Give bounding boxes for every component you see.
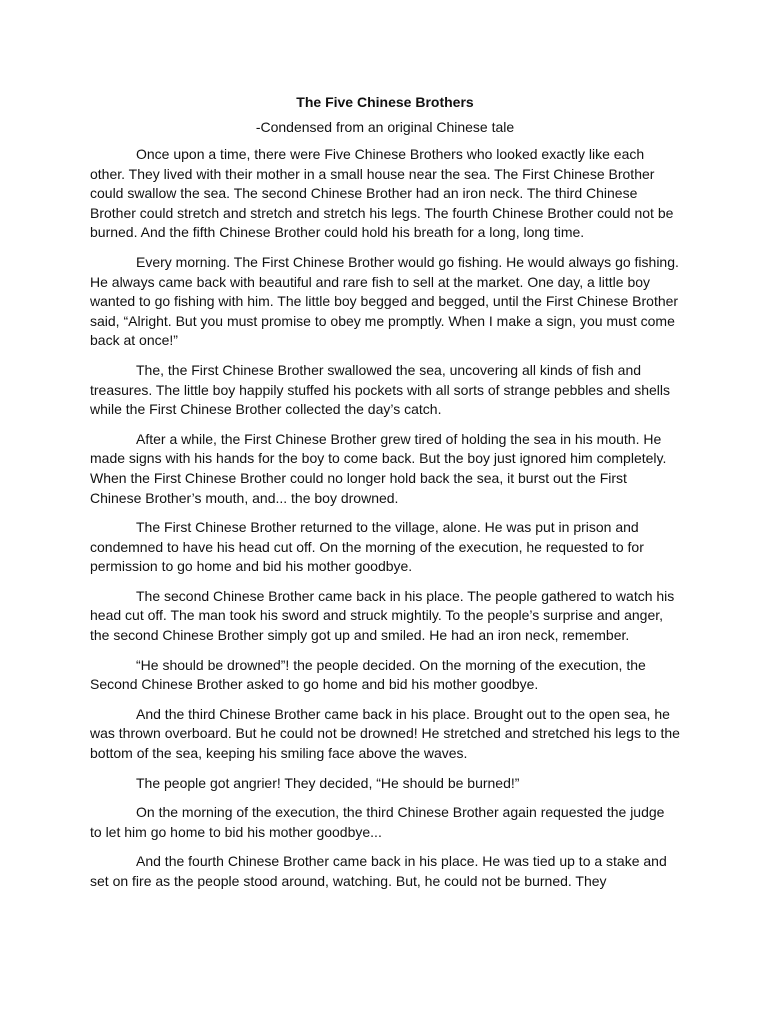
- document-title: The Five Chinese Brothers: [296, 94, 474, 110]
- paragraph: The, the First Chinese Brother swallowed the sea, uncovering all kinds of fish and treasures. The little boy happily stuffed his pockets with all sorts of strange pebbles and shells while the First Chinese Brother collected the day’s catch.: [90, 361, 671, 418]
- paragraph: On the morning of the execution, the third Chinese Brother again requested the judge to let him go home to bid his mother goodbye...: [90, 804, 665, 840]
- paragraph: After a while, the First Chinese Brother grew tired of holding the sea in his mouth. He made signs with his hands for the boy to come back. But the boy just ignored him completely. When the First Chinese Brother could no longer hold back the sea, it burst out the First Chinese Brother’s mouth, and... the boy drowned.: [90, 430, 667, 506]
- paragraph: And the third Chinese Brother came back in his place. Brought out to the open sea, he was thrown overboard. But he could not be drowned! He stretched and stretched his legs to the bottom of the sea, keeping his smiling face above the waves.: [90, 705, 680, 762]
- paragraph: Every morning. The First Chinese Brother would go fishing. He would always go fishing. He always came back with beautiful and rare fish to sell at the market. One day, a little boy wanted to go fishing with him. The little boy begged and begged, until the First Chinese Brother said, “Alright. But you must promise to obey me promptly. When I make a sign, you must come back at once!”: [90, 253, 679, 349]
- paragraph: The second Chinese Brother came back in his place. The people gathered to watch his head cut off. The man took his sword and struck mightily. To the people’s surprise and anger, the second Chinese Brother simply got up and smiled. He had an iron neck, remember.: [90, 587, 675, 644]
- paragraph: And the fourth Chinese Brother came back in his place. He was tied up to a stake and set on fire as the people stood around, watching. But, he could not be burned. They: [90, 853, 667, 889]
- document-page: [90, 92, 680, 902]
- paragraph: “He should be drowned”! the people decided. On the morning of the execution, the Second Chinese Brother asked to go home and bid his mother goodbye.: [90, 656, 646, 693]
- paragraph: The First Chinese Brother returned to the village, alone. He was put in prison and condemned to have his head cut off. On the morning of the execution, he requested to for permission to go home and bid his mother goodbye.: [90, 519, 644, 575]
- paragraph: The people got angrier! They decided, “He should be burned!”: [136, 774, 520, 791]
- document-subtitle: -Condensed from an original Chinese tale: [255, 119, 515, 135]
- paragraph: Once upon a time, there were Five Chinese Brothers who looked exactly like each other. They lived with their mother in a small house near the sea. The First Chinese Brother could swallow the sea. The second Chinese Brother had an iron neck. The third Chinese Brother could stretch and stretch and stretch his legs. The fourth Chinese Brother could not be burned. And the fifth Chinese Brother could hold his breath for a long, long time.: [90, 146, 674, 241]
